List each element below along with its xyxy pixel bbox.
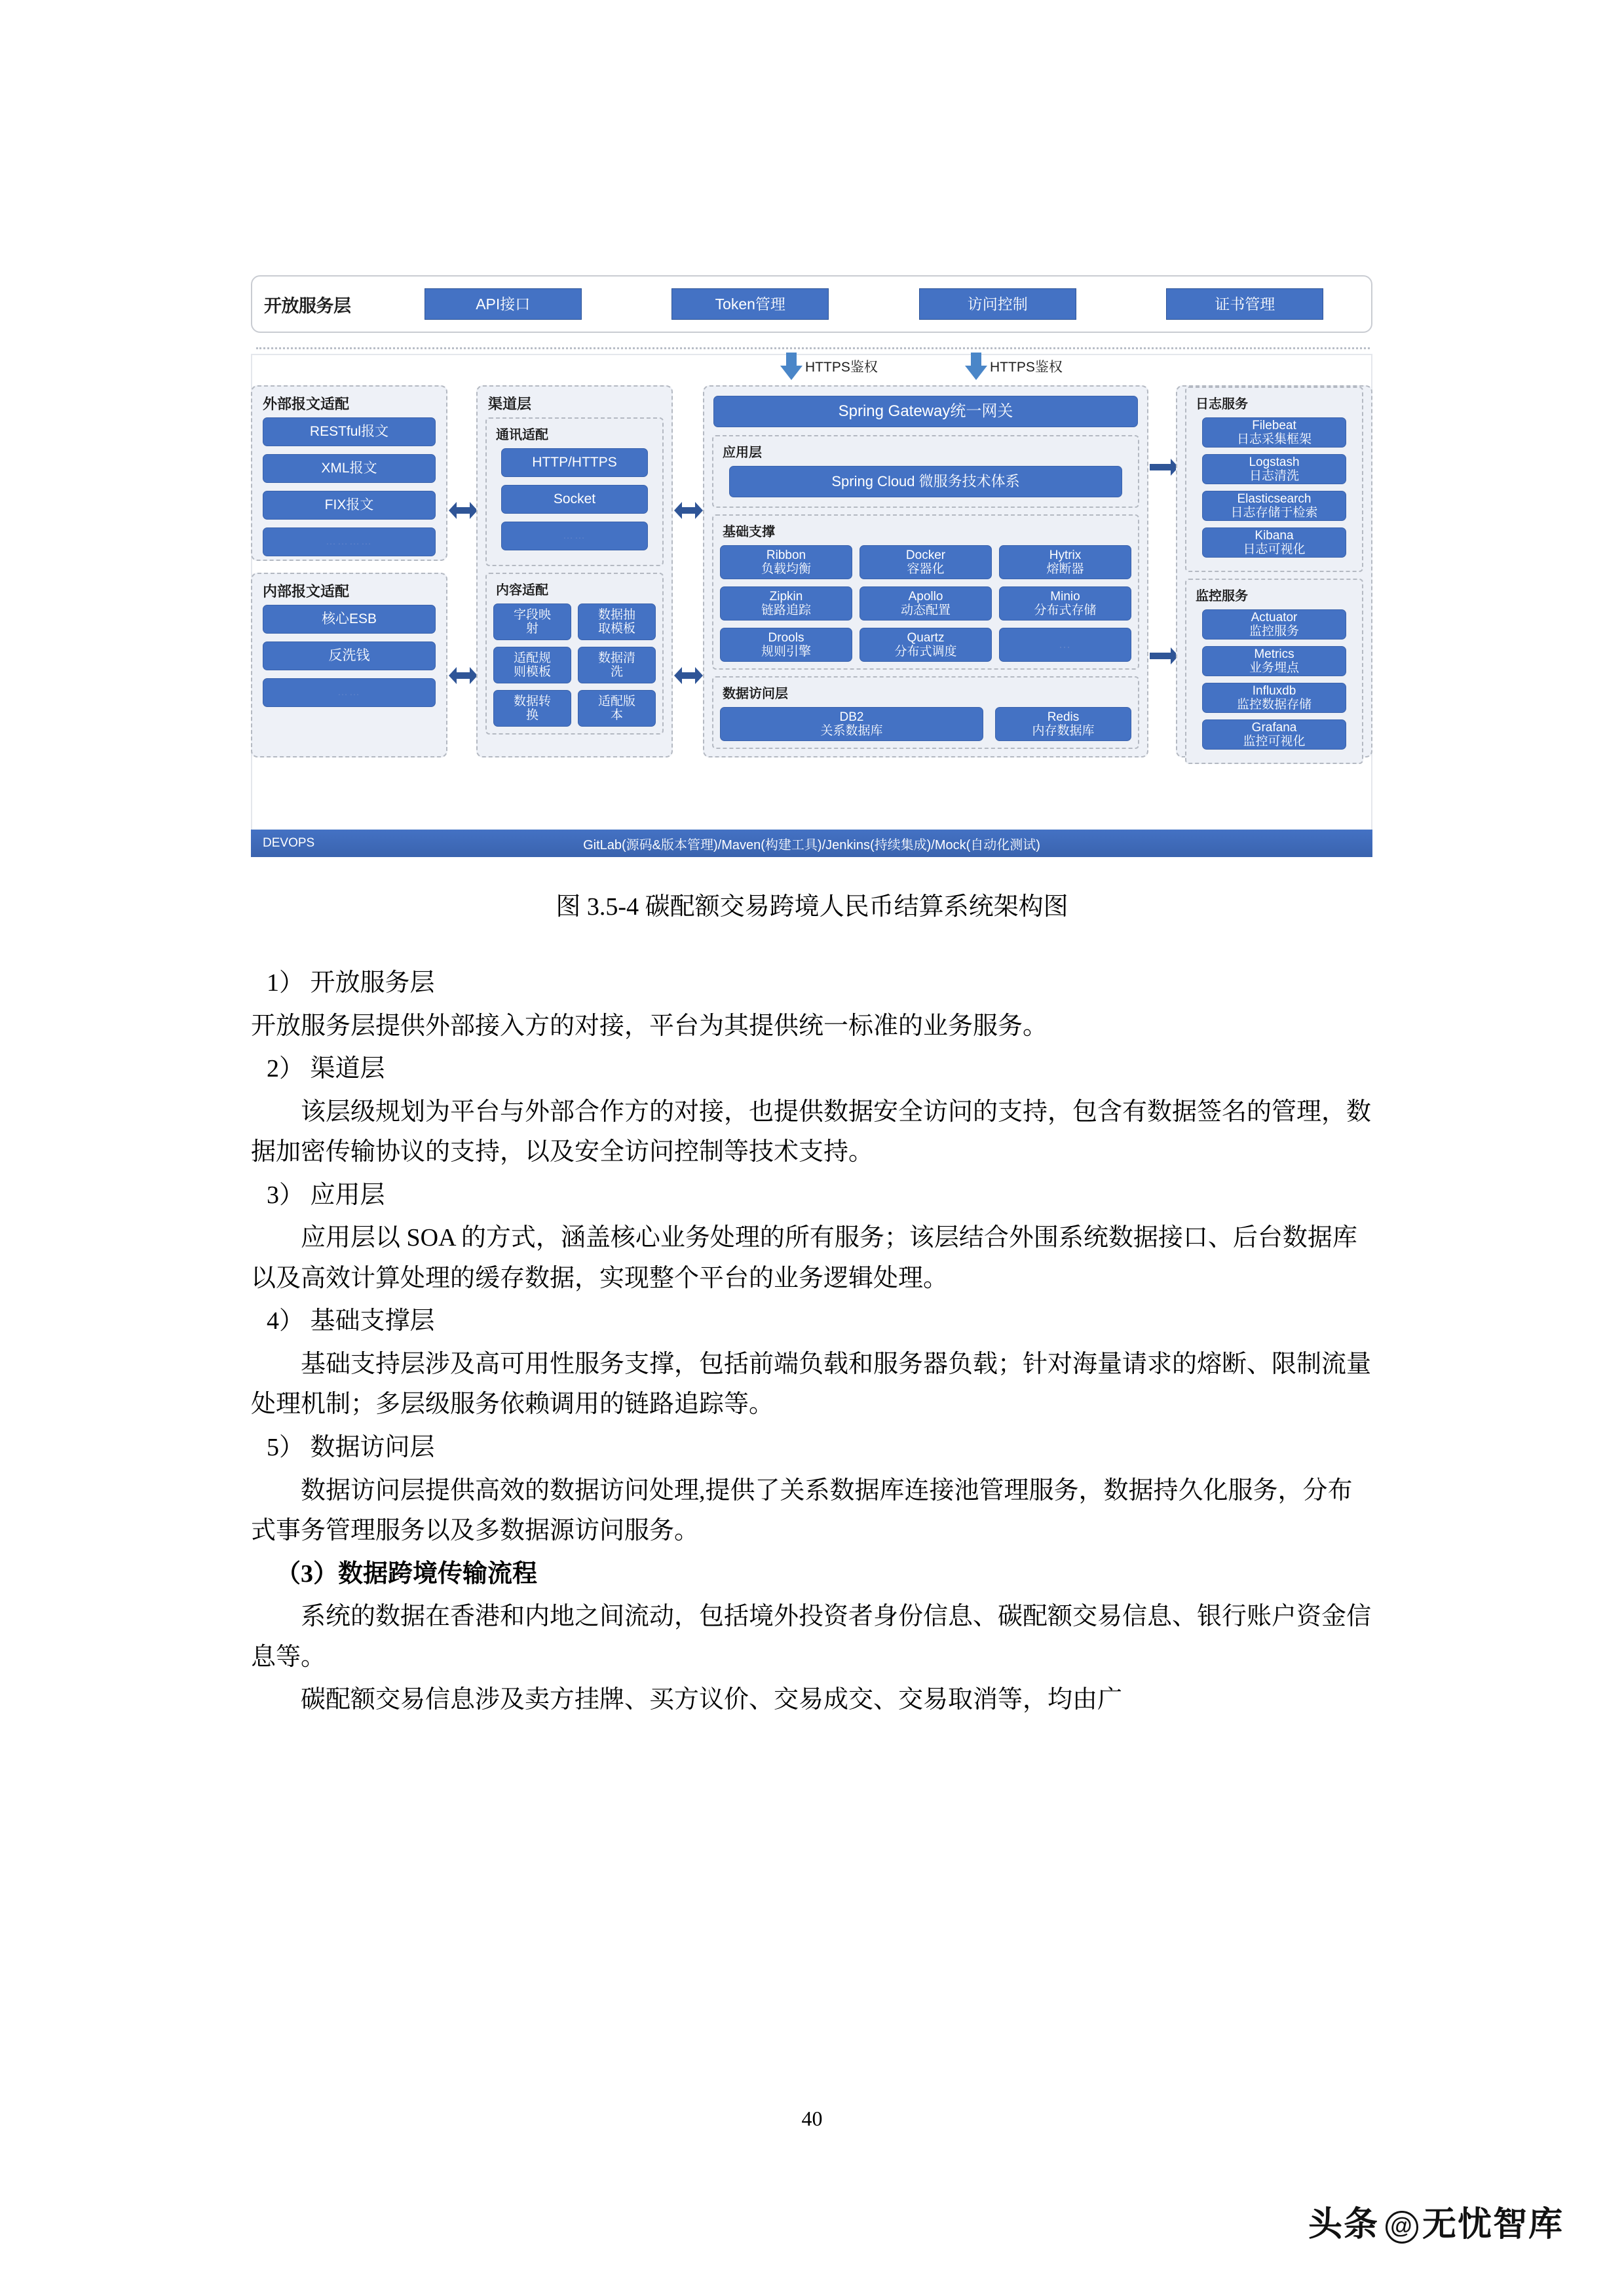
https-auth-arrow-2	[965, 353, 1063, 380]
at-sign-icon: @	[1386, 2211, 1418, 2244]
arrow-down-icon	[780, 353, 803, 380]
subpanel-communication-adapter	[485, 417, 664, 566]
chip-quartz[interactable]	[859, 628, 992, 662]
https-auth-label-2: HTTPS鉴权	[990, 360, 1063, 375]
subpanel-data-access-layer	[712, 676, 1139, 749]
arrow-down-icon	[965, 353, 987, 380]
chip-line2: 日志可视化	[1243, 543, 1306, 556]
chip-line2: 换	[525, 708, 538, 722]
chip-line2: 则模板	[513, 665, 551, 679]
chip-data-extract-template[interactable]	[578, 603, 656, 640]
chip-socket[interactable]: Socket	[501, 485, 648, 514]
chip-kibana[interactable]	[1202, 527, 1346, 558]
chip-line1: Actuator	[1251, 610, 1298, 624]
chip-line2: 负载均衡	[761, 562, 811, 576]
architecture-diagram	[251, 275, 1372, 858]
chip-line1: Redis	[1047, 710, 1080, 724]
arrow-shaft	[1150, 464, 1171, 470]
data-access-row	[720, 707, 1131, 741]
chip-line2: 监控服务	[1249, 624, 1299, 638]
chip-line1: Minio	[1050, 589, 1080, 603]
chip-docker[interactable]	[859, 545, 992, 579]
chip-hytrix[interactable]	[999, 545, 1131, 579]
chip-line2: 本	[610, 708, 623, 722]
chip-line1: Elasticsearch	[1237, 491, 1312, 506]
open-service-chip-token[interactable]: Token管理	[671, 288, 829, 320]
chip-filebeat[interactable]	[1202, 417, 1346, 448]
chip-line1: DB2	[839, 710, 864, 724]
chip-logstash[interactable]	[1202, 454, 1346, 484]
subpanel-application-layer	[712, 435, 1139, 508]
open-service-chip-api[interactable]: API接口	[425, 288, 582, 320]
chip-line2: 日志存储于检索	[1230, 506, 1318, 520]
arrow-shaft	[1150, 653, 1171, 659]
subpanel-base-support	[712, 514, 1139, 670]
arrow-shaft	[681, 507, 696, 514]
chip-line1: Zipkin	[769, 589, 803, 603]
chip-line2: 动态配置	[900, 603, 951, 617]
open-service-layer-title: 开放服务层	[264, 296, 351, 316]
https-auth-label-1: HTTPS鉴权	[805, 360, 878, 375]
chip-line2: 取模板	[597, 622, 635, 636]
list-item-1-text: 开放服务层提供外部接入方的对接，平台为其提供统一标准的业务服务。	[251, 1012, 1048, 1040]
panel-observability-services	[1176, 385, 1372, 757]
arrow-right-icon	[695, 502, 703, 519]
chip-restful-message[interactable]: RESTful报文	[263, 417, 436, 446]
connector-arrow-core-to-log	[1150, 459, 1179, 476]
subpanel-title-base-support: 基础支撑	[723, 525, 775, 539]
devops-bar	[251, 830, 1372, 857]
subpanel-title-data-access-layer: 数据访问层	[723, 687, 788, 701]
chip-line1: Grafana	[1251, 720, 1297, 735]
chip-ribbon[interactable]	[720, 545, 852, 579]
chip-line2: 分布式存储	[1034, 603, 1097, 617]
arrow-right-icon	[695, 667, 703, 684]
chip-zipkin[interactable]	[720, 586, 852, 621]
chip-drools[interactable]	[720, 628, 852, 662]
chip-grafana[interactable]	[1202, 719, 1346, 750]
chip-line1: Logstash	[1249, 455, 1300, 469]
chip-actuator[interactable]	[1202, 609, 1346, 640]
chip-line1: Hytrix	[1049, 548, 1082, 562]
chip-line1: 适配规	[513, 651, 551, 665]
chip-comm-more[interactable]: ……	[501, 522, 648, 550]
chip-line2: …	[1058, 638, 1072, 652]
list-item-4-text: 基础支持层涉及高可用性服务支撑，包括前端负载和服务器负载；针对海量请求的熔断、限制流量处理机制；多层级服务依赖调用的链路追踪等。	[251, 1350, 1372, 1419]
subpanel-title-comm-adapter: 通讯适配	[496, 428, 548, 442]
chip-line2: 内存数据库	[1032, 724, 1095, 738]
list-item-2-heading: 2） 渠道层	[267, 1055, 385, 1083]
connector-arrow-core-to-monitor	[1150, 647, 1179, 664]
arrow-shaft	[681, 672, 696, 679]
https-auth-arrow-1	[780, 353, 878, 380]
chip-external-more[interactable]: …………	[263, 527, 436, 556]
chip-xml-message[interactable]: XML报文	[263, 454, 436, 483]
chip-line1: Influxdb	[1252, 683, 1296, 698]
chip-adapter-version[interactable]	[578, 690, 656, 727]
subpanel-title-log-service: 日志服务	[1196, 397, 1248, 411]
subpanel-title-monitor-service: 监控服务	[1196, 589, 1248, 603]
content-adapter-grid	[493, 603, 656, 727]
section-heading-3: （3）数据跨境传输流程	[276, 1559, 538, 1588]
panel-title-external-adapter: 外部报文适配	[263, 396, 350, 412]
connector-arrow-channel-to-core-top	[674, 502, 703, 519]
chip-base-support-more[interactable]	[999, 628, 1131, 662]
chip-line2: 关系数据库	[820, 724, 883, 738]
list-item-3-heading: 3） 应用层	[267, 1181, 385, 1209]
chip-data-transform[interactable]	[493, 690, 571, 727]
chip-line1: Docker	[905, 548, 946, 562]
subpanel-title-content-adapter: 内容适配	[496, 583, 548, 598]
chip-line1: Metrics	[1254, 647, 1294, 661]
open-service-chip-access[interactable]: 访问控制	[919, 288, 1076, 320]
document-body	[251, 963, 1372, 1723]
chip-line1: Kibana	[1255, 528, 1294, 543]
subpanel-content-adapter	[485, 573, 664, 735]
chip-data-cleaning[interactable]	[578, 647, 656, 683]
chip-fix-message[interactable]: FIX报文	[263, 491, 436, 520]
list-item-3-text: 应用层以 SOA 的方式，涵盖核心业务处理的所有服务；该层结合外围系统数据接口、后台数据库以及高效计算处理的缓存数据，实现整个平台的业务逻辑处理。	[251, 1224, 1357, 1292]
chip-line2: 业务埋点	[1249, 661, 1299, 675]
chip-internal-more[interactable]: ……	[263, 678, 436, 707]
list-item-1-heading: 1） 开放服务层	[267, 969, 435, 997]
chip-core-esb[interactable]: 核心ESB	[263, 605, 436, 634]
watermark-brand: 头条	[1308, 2206, 1379, 2244]
section-3-paragraph-2: 碳配额交易信息涉及卖方挂牌、买方议价、交易成交、交易取消等，均由广	[301, 1686, 1123, 1714]
chip-spring-gateway[interactable]: Spring Gateway统一网关	[713, 396, 1138, 427]
base-support-grid	[720, 545, 1131, 662]
chip-line2: 射	[525, 622, 538, 636]
chip-line2: 熔断器	[1046, 562, 1084, 576]
chip-influxdb[interactable]	[1202, 683, 1346, 713]
chip-line1: 数据转	[513, 694, 551, 708]
chip-line2: 日志清洗	[1249, 469, 1299, 483]
list-item-5-heading: 5） 数据访问层	[267, 1434, 435, 1462]
devops-toolchain-text: GitLab(源码&版本管理)/Maven(构建工具)/Jenkins(持续集成)/Mock(自动化测试)	[583, 837, 1040, 852]
chip-line2: 监控可视化	[1243, 735, 1306, 748]
list-item-5-text: 数据访问层提供高效的数据访问处理,提供了关系数据库连接池管理服务，数据持久化服务，分布式事务管理服务以及多数据源访问服务。	[251, 1476, 1353, 1545]
chip-minio[interactable]	[999, 586, 1131, 621]
chip-anti-money-laundering[interactable]: 反洗钱	[263, 641, 436, 670]
chip-line2: 洗	[610, 665, 623, 679]
subpanel-monitor-service	[1185, 579, 1363, 764]
connector-arrow-ext-to-channel	[449, 502, 478, 519]
chip-line1: Filebeat	[1252, 418, 1296, 432]
connector-arrow-int-to-channel	[449, 667, 478, 684]
chip-line2: 规则引擎	[761, 645, 811, 659]
panel-title-internal-adapter: 内部报文适配	[263, 583, 350, 600]
chip-line2: 分布式调度	[894, 645, 957, 659]
panel-title-channel-layer: 渠道层	[488, 396, 532, 412]
chip-metrics[interactable]	[1202, 646, 1346, 676]
chip-apollo[interactable]	[859, 586, 992, 621]
chip-line1: Drools	[768, 630, 804, 645]
arrow-shaft	[455, 507, 471, 514]
chip-field-mapping[interactable]	[493, 603, 571, 640]
chip-line2: 容器化	[907, 562, 945, 576]
panel-channel-layer	[476, 385, 673, 757]
devops-label: DEVOPS	[263, 836, 315, 850]
chip-adapter-rule-template[interactable]	[493, 647, 571, 683]
chip-line1: 适配版	[597, 694, 635, 708]
list-item-4-heading: 4） 基础支撑层	[267, 1307, 435, 1335]
panel-internal-message-adapter	[251, 573, 447, 757]
section-3-paragraph-1: 系统的数据在香港和内地之间流动，包括境外投资者身份信息、碳配额交易信息、银行账户资金信息等。	[251, 1603, 1372, 1671]
subpanel-title-application-layer: 应用层	[723, 446, 762, 460]
chip-line1: Quartz	[907, 630, 945, 645]
arrow-shaft	[455, 672, 471, 679]
chip-line1: 数据抽	[597, 607, 635, 622]
page-number: 40	[801, 2107, 823, 2130]
open-service-chip-list	[375, 288, 1359, 320]
chip-http-https[interactable]: HTTP/HTTPS	[501, 448, 648, 477]
watermark	[1308, 2196, 1564, 2246]
panel-core-platform	[703, 385, 1148, 757]
chip-line1: 字段映	[513, 607, 551, 622]
chip-line1: 数据清	[597, 651, 635, 665]
chip-line1: Ribbon	[766, 548, 806, 562]
list-item-2-text: 该层级规划为平台与外部合作方的对接，也提供数据安全访问的支持，包含有数据签名的管理，数据加密传输协议的支持，以及安全访问控制等技术支持。	[251, 1098, 1372, 1166]
chip-db2[interactable]	[720, 707, 983, 741]
watermark-account: 无忧智库	[1422, 2206, 1564, 2244]
chip-line2: 监控数据存储	[1236, 698, 1312, 712]
open-service-layer-bar	[251, 275, 1372, 333]
open-service-chip-cert[interactable]: 证书管理	[1166, 288, 1323, 320]
chip-line2: 日志采集框架	[1236, 432, 1312, 446]
dashed-divider	[256, 347, 1370, 349]
chip-redis[interactable]	[995, 707, 1131, 741]
chip-line2: 链路追踪	[761, 603, 811, 617]
chip-line1: Apollo	[908, 589, 943, 603]
panel-external-message-adapter	[251, 385, 447, 561]
chip-elasticsearch[interactable]	[1202, 491, 1346, 521]
diagram-body	[251, 385, 1372, 816]
subpanel-log-service	[1185, 387, 1363, 572]
figure-caption: 图 3.5-4 碳配额交易跨境人民币结算系统架构图	[556, 893, 1068, 921]
chip-spring-cloud[interactable]: Spring Cloud 微服务技术体系	[729, 466, 1122, 497]
connector-arrow-channel-to-core-bottom	[674, 667, 703, 684]
